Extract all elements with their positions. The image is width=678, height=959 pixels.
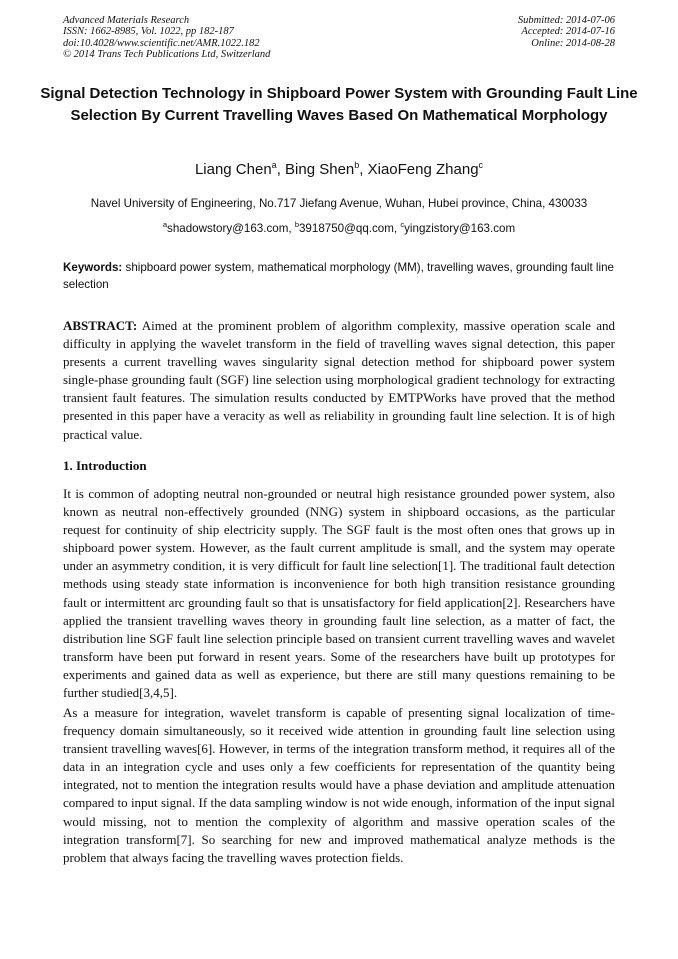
- abstract: [63, 317, 615, 444]
- body-paragraph: It is common of adopting neutral non-grounded or neutral high resistance grounded power system, also known as neutral non-effectively grounded (NNG) system in shipboard occasions, as the particular request for continuity of ship electricity supply. The SGF fault is the most often ones that grows up in shipboard power system. However, as the fault current amplitude is small, and the system may operate under an asymmetry condition, it is very difficult for fault line selection[1]. The traditional fault detection methods using steady state information is inconvenience for both high transition resistance grounding fault or intermittent arc grounding fault so that is unsatisfactory for field application[2]. Researchers have applied the transient travelling waves theory in grounding fault line selection, as a matter of fact, the distribution line SGF fault line selection principle based on transient current travelling waves and wavelet transform have been put forward in resent years. Some of the researchers have built up prototypes for experiments and gained data as well as experience, but there are still many questions remaining to be further studied[3,4,5].: [63, 486, 615, 701]
- author-emails: $^a$shadowstory@163.com, $^b$3918750@qq.com, $^c$yingzistory@163.com: [162, 220, 516, 235]
- author-list: Liang Chen$^a$, Bing Shen$^b$, XiaoFeng Zhang$^c$: [194, 160, 484, 178]
- paper-title: Signal Detection Technology in Shipboard Power System with Grounding Fault Line Selection By Current Travelling Waves Based On Mathematical Morphology: [40, 85, 638, 124]
- email-address: yingzistory@163.com: [404, 222, 516, 235]
- keywords-text: shipboard power system, mathematical morphology (MM), travelling waves, grounding fault line selection: [63, 261, 614, 291]
- abstract-text: Aimed at the prominent problem of algorithm complexity, massive operation scale and difficulty in applying the wavelet transform in the field of travelling waves signal detection, this paper presents a current travelling waves singularity signal detection method for shipboard power system single-phase grounding fault (SGF) line selection using morphological gradient technology for extracting transient fault features. The simulation results conducted by EMTPWorks have proved that the method presented in this paper have a veracity as well as reliability in grounding fault line selection. It is of high practical value.: [63, 318, 615, 442]
- accepted-date: Accepted: 2014-07-16: [521, 26, 615, 38]
- abstract-label: ABSTRACT:: [63, 318, 138, 333]
- email-mark: a: [162, 220, 168, 229]
- copyright-line: © 2014 Trans Tech Publications Ltd, Switzerland: [63, 49, 271, 61]
- email-address: 3918750@qq.com: [298, 222, 394, 235]
- issn-line: ISSN: 1662-8985, Vol. 1022, pp 182-187: [63, 26, 234, 38]
- email-mark: c: [400, 220, 405, 229]
- body-paragraph: As a measure for integration, wavelet transform is capable of presenting signal localization of time-frequency domain simultaneously, so it received wide attention in grounding fault line selection using transient travelling waves[6]. However, in terms of the integration transform method, it requires all of the data in an integration cycle and uses only a few coefficients for representation of the quantity being integrated, not to mention the integration results would have a phase deviation and amplitude attenuation compared to input signal. If the data sampling window is not wide enough, information of the input signal would missing, not to mention the complexity of algorithm and massive operation scales of the integration transform[7]. So searching for new and improved mathematical analyze methods is the problem that always facing the travelling waves protection fields.: [63, 705, 615, 865]
- author-name: XiaoFeng Zhang: [367, 161, 479, 178]
- author-affiliation-mark: a: [271, 160, 277, 170]
- email-address: shadowstory@163.com: [167, 222, 289, 235]
- author-name: Bing Shen: [285, 161, 355, 178]
- doi-line: doi:10.4028/www.scientific.net/AMR.1022.182: [63, 37, 260, 49]
- submitted-date: Submitted: 2014-07-06: [517, 15, 615, 26]
- journal-name: Advanced Materials Research: [63, 15, 190, 26]
- journal-info: [63, 15, 270, 61]
- author-name: Liang Chen: [194, 161, 272, 178]
- keywords: [63, 259, 615, 293]
- author-affiliation-mark: b: [354, 160, 360, 170]
- publication-dates: [518, 15, 615, 49]
- author-affiliation: Navel University of Engineering, No.717 Jiefang Avenue, Wuhan, Hubei province, China, 430033: [90, 197, 588, 210]
- section-heading: 1. Introduction: [63, 458, 147, 473]
- keywords-label: Keywords:: [63, 261, 123, 274]
- email-mark: b: [294, 220, 299, 229]
- online-date: Online: 2014-08-28: [531, 37, 615, 49]
- author-affiliation-mark: c: [478, 160, 484, 170]
